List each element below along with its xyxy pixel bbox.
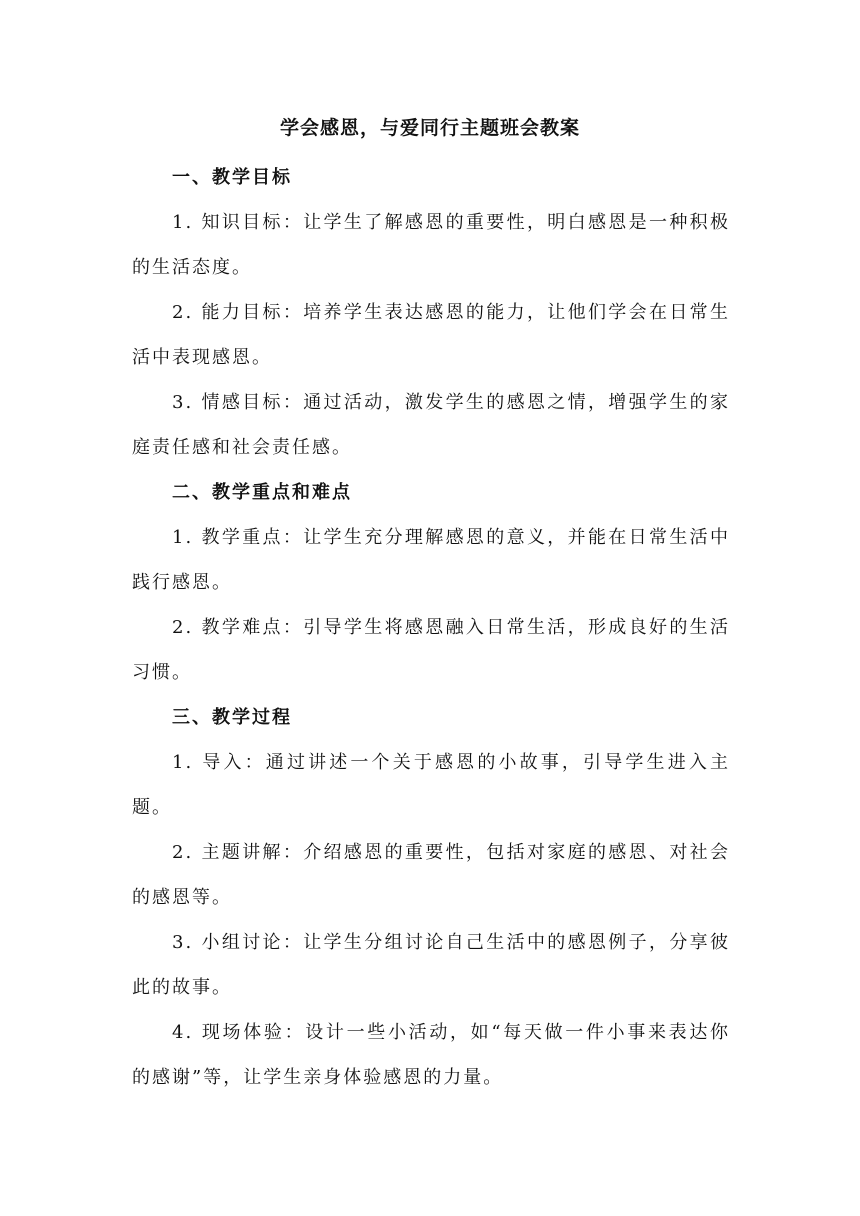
item-text: 主题讲解：介绍感恩的重要性，包括对家庭的感恩、对社会的感恩等。 xyxy=(132,842,730,908)
item-text: 现场体验：设计一些小活动，如“每天做一件小事来表达你的感谢”等，让学生亲身体验感恩的力量。 xyxy=(132,1022,730,1088)
key-point-item xyxy=(132,605,730,695)
item-number: 2. xyxy=(172,302,194,323)
item-text: 能力目标：培养学生表达感恩的能力，让他们学会在日常生活中表现感恩。 xyxy=(132,302,730,368)
document-title: 学会感恩，与爱同行主题班会教案 xyxy=(279,117,580,139)
process-item xyxy=(132,830,730,920)
item-number: 2. xyxy=(172,617,194,638)
process-item xyxy=(132,740,730,830)
document-body xyxy=(132,155,730,1100)
item-number: 2. xyxy=(172,842,194,863)
item-number: 3. xyxy=(172,392,194,413)
process-item xyxy=(132,1010,730,1100)
item-number: 3. xyxy=(172,932,194,953)
objective-item xyxy=(132,380,730,470)
objective-item xyxy=(132,200,730,290)
item-number: 1. xyxy=(172,212,194,233)
key-point-item xyxy=(132,515,730,605)
item-number: 1. xyxy=(172,752,194,773)
item-text: 小组讨论：让学生分组讨论自己生活中的感恩例子，分享彼此的故事。 xyxy=(132,932,730,998)
process-item xyxy=(132,920,730,1010)
item-text: 情感目标：通过活动，激发学生的感恩之情，增强学生的家庭责任感和社会责任感。 xyxy=(132,392,730,458)
objective-item xyxy=(132,290,730,380)
item-number: 4. xyxy=(172,1022,194,1043)
section-heading-objectives: 一、教学目标 xyxy=(172,167,292,188)
item-text: 导入：通过讲述一个关于感恩的小故事，引导学生进入主题。 xyxy=(132,752,730,818)
item-text: 教学重点：让学生充分理解感恩的意义，并能在日常生活中践行感恩。 xyxy=(132,527,730,593)
item-text: 知识目标：让学生了解感恩的重要性，明白感恩是一种积极的生活态度。 xyxy=(132,212,730,278)
item-text: 教学难点：引导学生将感恩融入日常生活，形成良好的生活习惯。 xyxy=(132,617,730,683)
section-heading-key-points: 二、教学重点和难点 xyxy=(172,482,352,503)
section-heading-process: 三、教学过程 xyxy=(172,707,292,728)
item-number: 1. xyxy=(172,527,194,548)
